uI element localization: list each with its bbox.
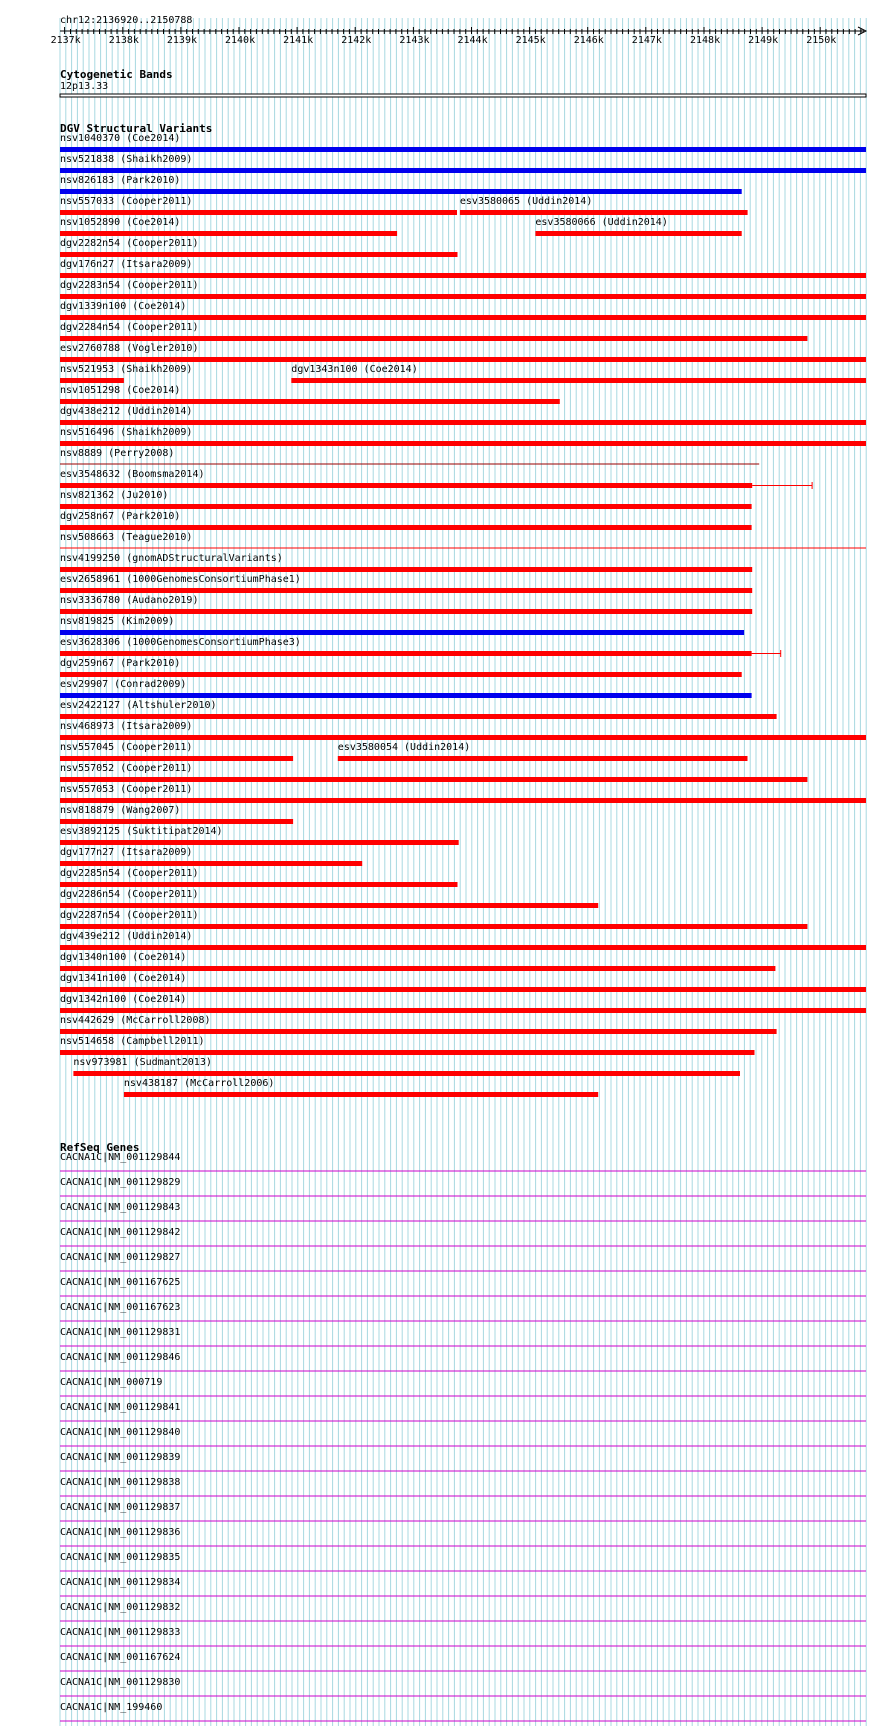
dgv-feature-bar <box>124 1092 598 1097</box>
dgv-feature-bar <box>60 819 293 824</box>
dgv-feature-label[interactable]: esv3548632 (Boomsma2014) <box>60 469 205 480</box>
dgv-feature-bar <box>60 588 752 593</box>
ruler-tick-label: 2150k <box>806 35 837 46</box>
refseq-gene-label[interactable]: CACNA1C|NM_001129832 <box>60 1602 181 1613</box>
dgv-feature-label[interactable]: dgv259n67 (Park2010) <box>60 658 181 669</box>
dgv-feature-label[interactable]: esv3628306 (1000GenomesConsortiumPhase3) <box>60 637 301 648</box>
dgv-feature-label[interactable]: esv3892125 (Suktitipat2014) <box>60 826 223 837</box>
refseq-gene-label[interactable]: CACNA1C|NM_001129842 <box>60 1227 181 1238</box>
dgv-feature-label[interactable]: nsv516496 (Shaikh2009) <box>60 427 193 438</box>
dgv-feature-bar <box>60 966 775 971</box>
ruler-tick-label: 2145k <box>515 35 546 46</box>
dgv-feature-bar <box>60 777 807 782</box>
cytoband-label: 12p13.33 <box>60 81 109 92</box>
dgv-feature-bar <box>60 231 397 236</box>
refseq-gene-label[interactable]: CACNA1C|NM_001129843 <box>60 1202 181 1213</box>
ruler-tick-label: 2148k <box>690 35 721 46</box>
dgv-feature-bar <box>60 336 807 341</box>
dgv-track-title: DGV Structural Variants <box>60 122 213 135</box>
dgv-feature-bar <box>60 840 459 845</box>
dgv-feature-bar <box>60 378 124 383</box>
dgv-feature-bar <box>60 630 744 635</box>
refseq-gene-label[interactable]: CACNA1C|NM_000719 <box>60 1377 163 1388</box>
dgv-feature-label[interactable]: dgv1343n100 (Coe2014) <box>291 364 418 375</box>
ruler-location: chr12:2136920..2150788 <box>60 15 193 26</box>
dgv-feature-label[interactable]: esv2422127 (Altshuler2010) <box>60 700 217 711</box>
dgv-feature-bar <box>338 756 748 761</box>
refseq-gene-label[interactable]: CACNA1C|NM_001129838 <box>60 1477 181 1488</box>
dgv-feature-bar <box>60 798 866 803</box>
dgv-feature-label[interactable]: nsv514658 (Campbell2011) <box>60 1036 205 1047</box>
ruler-tick-label: 2144k <box>457 35 488 46</box>
dgv-feature-label[interactable]: nsv8889 (Perry2008) <box>60 448 175 459</box>
dgv-feature-bar <box>60 1029 777 1034</box>
dgv-feature-bar <box>60 987 866 992</box>
dgv-feature-bar <box>535 231 741 236</box>
dgv-feature-bar <box>60 651 752 656</box>
dgv-feature-bar <box>60 924 807 929</box>
dgv-feature-label[interactable]: nsv4199250 (gnomADStructuralVariants) <box>60 553 283 564</box>
dgv-feature-label[interactable]: nsv3336780 (Audano2019) <box>60 595 199 606</box>
dgv-feature-bar <box>60 693 752 698</box>
dgv-feature-bar <box>60 882 458 887</box>
dgv-feature-label[interactable]: nsv442629 (McCarroll2008) <box>60 1015 211 1026</box>
refseq-gene-label[interactable]: CACNA1C|NM_001129839 <box>60 1452 181 1463</box>
dgv-feature-bar <box>291 378 866 383</box>
refseq-gene-label[interactable]: CACNA1C|NM_001129844 <box>60 1152 181 1163</box>
dgv-feature-label[interactable]: nsv1040370 (Coe2014) <box>60 133 181 144</box>
dgv-feature-bar <box>60 399 560 404</box>
dgv-feature-bar <box>60 1008 866 1013</box>
dgv-feature-label[interactable]: nsv973981 (Sudmant2013) <box>73 1057 212 1068</box>
dgv-feature-bar <box>60 714 777 719</box>
ruler-tick-label: 2149k <box>748 35 779 46</box>
dgv-feature-bar <box>60 210 457 215</box>
refseq-gene-label[interactable]: CACNA1C|NM_001129827 <box>60 1252 181 1263</box>
dgv-feature-label[interactable]: dgv2285n54 (Cooper2011) <box>60 868 199 879</box>
ruler-tick-label: 2143k <box>399 35 430 46</box>
dgv-feature-bar <box>60 168 866 173</box>
dgv-feature-label[interactable]: nsv557053 (Cooper2011) <box>60 784 193 795</box>
dgv-feature-bar <box>460 210 748 215</box>
dgv-feature-label[interactable]: nsv826183 (Park2010) <box>60 175 181 186</box>
dgv-feature-bar <box>60 483 752 488</box>
ruler-tick-label: 2141k <box>283 35 314 46</box>
refseq-gene-label[interactable]: CACNA1C|NM_001167623 <box>60 1302 181 1313</box>
dgv-feature-bar <box>60 147 866 152</box>
dgv-feature-label[interactable]: nsv508663 (Teague2010) <box>60 532 193 543</box>
refseq-gene-label[interactable]: CACNA1C|NM_001129834 <box>60 1577 181 1588</box>
ruler-tick-label: 2142k <box>341 35 372 46</box>
dgv-feature-label[interactable]: esv2658961 (1000GenomesConsortiumPhase1) <box>60 574 301 585</box>
dgv-feature-label[interactable]: nsv818879 (Wang2007) <box>60 805 181 816</box>
dgv-feature-label[interactable]: dgv1341n100 (Coe2014) <box>60 973 187 984</box>
ruler-tick-label: 2138k <box>108 35 139 46</box>
refseq-gene-label[interactable]: CACNA1C|NM_001167624 <box>60 1652 181 1663</box>
dgv-feature-bar <box>60 441 866 446</box>
dgv-feature-label[interactable]: nsv557033 (Cooper2011) <box>60 196 193 207</box>
dgv-feature-label[interactable]: esv29907 (Conrad2009) <box>60 679 187 690</box>
dgv-feature-label[interactable]: dgv2283n54 (Cooper2011) <box>60 280 199 291</box>
dgv-feature-bar <box>60 945 866 950</box>
dgv-feature-label[interactable]: esv3580054 (Uddin2014) <box>337 742 471 753</box>
dgv-feature-label[interactable]: nsv1051298 (Coe2014) <box>60 385 181 396</box>
dgv-feature-label[interactable]: nsv521838 (Shaikh2009) <box>60 154 193 165</box>
dgv-feature-bar <box>60 189 742 194</box>
dgv-feature-label[interactable]: dgv1342n100 (Coe2014) <box>60 994 187 1005</box>
ruler-tick-label: 2137k <box>50 35 81 46</box>
dgv-feature-label[interactable]: dgv1340n100 (Coe2014) <box>60 952 187 963</box>
dgv-feature-label[interactable]: dgv438e212 (Uddin2014) <box>60 406 193 417</box>
dgv-feature-label[interactable]: nsv819825 (Kim2009) <box>60 616 175 627</box>
refseq-gene-label[interactable]: CACNA1C|NM_001129831 <box>60 1327 181 1338</box>
dgv-feature-label[interactable]: esv3580066 (Uddin2014) <box>535 217 668 228</box>
dgv-feature-bar <box>60 735 866 740</box>
dgv-feature-label[interactable]: nsv557045 (Cooper2011) <box>60 742 193 753</box>
refseq-gene-label[interactable]: CACNA1C|NM_001129835 <box>60 1552 181 1563</box>
dgv-feature-label[interactable]: nsv521953 (Shaikh2009) <box>60 364 193 375</box>
ruler-tick-label: 2147k <box>631 35 662 46</box>
dgv-feature-label[interactable]: dgv2284n54 (Cooper2011) <box>60 322 199 333</box>
dgv-feature-label[interactable]: dgv2282n54 (Cooper2011) <box>60 238 199 249</box>
dgv-feature-bar <box>60 357 866 362</box>
dgv-feature-label[interactable]: dgv2287n54 (Cooper2011) <box>60 910 199 921</box>
dgv-feature-bar <box>60 252 458 257</box>
dgv-feature-bar <box>60 672 742 677</box>
dgv-feature-label[interactable]: nsv1052890 (Coe2014) <box>60 217 181 228</box>
cytoband-track-title: Cytogenetic Bands <box>60 68 173 81</box>
refseq-track-title: RefSeq Genes <box>60 1141 140 1154</box>
dgv-feature-label[interactable]: dgv1339n100 (Coe2014) <box>60 301 187 312</box>
refseq-gene-label[interactable]: CACNA1C|NM_001129840 <box>60 1427 181 1438</box>
dgv-feature-bar <box>60 420 866 425</box>
dgv-feature-label[interactable]: dgv177n27 (Itsara2009) <box>60 847 193 858</box>
dgv-feature-label[interactable]: dgv258n67 (Park2010) <box>60 511 181 522</box>
dgv-feature-bar <box>60 273 866 278</box>
dgv-feature-label[interactable]: dgv439e212 (Uddin2014) <box>60 931 193 942</box>
dgv-feature-bar <box>60 1050 755 1055</box>
refseq-gene-label[interactable]: CACNA1C|NM_001129830 <box>60 1677 181 1688</box>
refseq-gene-label[interactable]: CACNA1C|NM_001129833 <box>60 1627 181 1638</box>
refseq-gene-label[interactable]: CACNA1C|NM_199460 <box>60 1702 163 1713</box>
dgv-feature-bar <box>60 504 752 509</box>
dgv-feature-bar <box>60 609 752 614</box>
dgv-feature-label[interactable]: nsv468973 (Itsara2009) <box>60 721 193 732</box>
ruler-tick-label: 2139k <box>166 35 197 46</box>
refseq-gene-label[interactable]: CACNA1C|NM_001129829 <box>60 1177 181 1188</box>
dgv-feature-label[interactable]: nsv557052 (Cooper2011) <box>60 763 193 774</box>
dgv-feature-label[interactable]: nsv438187 (McCarroll2006) <box>123 1078 275 1089</box>
dgv-feature-bar <box>60 861 362 866</box>
dgv-feature-bar <box>60 756 293 761</box>
dgv-feature-label[interactable]: esv2760788 (Vogler2010) <box>60 343 199 354</box>
dgv-feature-bar <box>60 567 752 572</box>
refseq-gene-label[interactable]: CACNA1C|NM_001167625 <box>60 1277 181 1288</box>
dgv-feature-bar <box>60 903 598 908</box>
refseq-gene-label[interactable]: CACNA1C|NM_001129841 <box>60 1402 181 1413</box>
dgv-feature-label[interactable]: nsv821362 (Ju2010) <box>60 490 169 501</box>
dgv-feature-label[interactable]: dgv2286n54 (Cooper2011) <box>60 889 199 900</box>
refseq-gene-label[interactable]: CACNA1C|NM_001129837 <box>60 1502 181 1513</box>
dgv-feature-label[interactable]: dgv176n27 (Itsara2009) <box>60 259 193 270</box>
refseq-gene-label[interactable]: CACNA1C|NM_001129846 <box>60 1352 181 1363</box>
dgv-feature-label[interactable]: esv3580065 (Uddin2014) <box>459 196 593 207</box>
dgv-feature-bar <box>60 525 752 530</box>
dgv-feature-bar <box>60 294 866 299</box>
refseq-gene-label[interactable]: CACNA1C|NM_001129836 <box>60 1527 181 1538</box>
dgv-feature-bar <box>73 1071 740 1076</box>
ruler-tick-label: 2146k <box>573 35 604 46</box>
ruler-tick-label: 2140k <box>225 35 256 46</box>
dgv-feature-bar <box>60 315 866 320</box>
cytoband-bar <box>60 94 866 97</box>
